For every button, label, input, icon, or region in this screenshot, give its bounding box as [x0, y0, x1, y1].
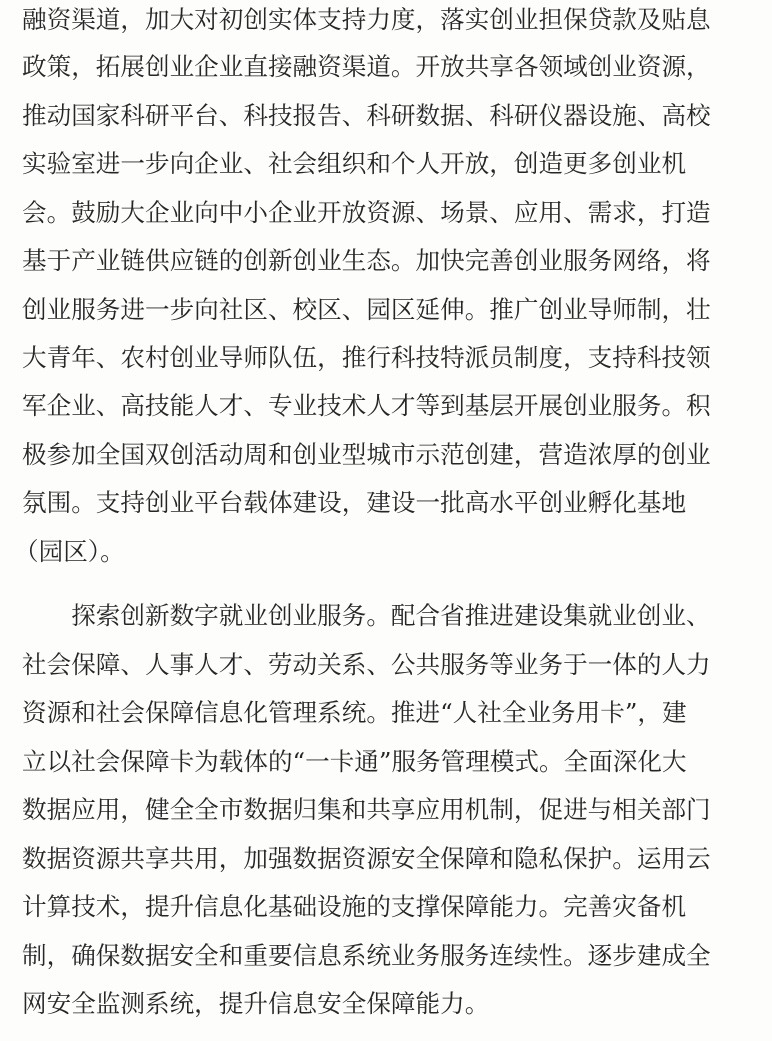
- text-line: （园区）。: [14, 537, 125, 566]
- text-line: 数据资源共享共用，加强数据资源安全保障和隐私保护。运用云: [22, 844, 711, 873]
- text-line: 极参加全国双创活动周和创业型城市示范创建，营造浓厚的创业: [22, 440, 711, 469]
- text-line: 政策，拓展创业企业直接融资渠道。开放共享各领域创业资源，: [22, 52, 711, 81]
- text-line: 融资渠道，加大对初创实体支持力度，落实创业担保贷款及贴息: [22, 5, 711, 34]
- text-line: 计算技术，提升信息化基础设施的支撑保障能力。完善灾备机: [22, 892, 687, 921]
- text-line: 网安全监测系统，提升信息安全保障能力。: [22, 989, 490, 1018]
- text-line: 资源和社会保障信息化管理系统。推进“人社全业务用卡”，建: [22, 698, 687, 727]
- text-line: 制，确保数据安全和重要信息系统业务服务连续性。逐步建成全: [22, 941, 711, 970]
- text-line: 军企业、高技能人才、专业技术人才等到基层开展创业服务。积: [22, 391, 711, 420]
- paragraph-heading-line: 探索创新数字就业创业服务。配合省推进建设集就业创业、: [22, 601, 711, 630]
- text-line: 大青年、农村创业导师队伍，推行科技特派员制度，支持科技领: [22, 343, 711, 372]
- text-line: 基于产业链供应链的创新创业生态。加快完善创业服务网络，将: [22, 246, 711, 275]
- text-line: 社会保障、人事人才、劳动关系、公共服务等业务于一体的人力: [22, 650, 711, 679]
- text-line: 氛围。支持创业平台载体建设，建设一批高水平创业孵化基地: [22, 488, 687, 517]
- text-line: 实验室进一步向企业、社会组织和个人开放，创造更多创业机: [22, 149, 687, 178]
- text-line: 推动国家科研平台、科技报告、科研数据、科研仪器设施、高校: [22, 101, 711, 130]
- text-line: 会。鼓励大企业向中小企业开放资源、场景、应用、需求，打造: [22, 198, 711, 227]
- text-line: 立以社会保障卡为载体的“一卡通”服务管理模式。全面深化大: [22, 747, 687, 776]
- text-line: 创业服务进一步向社区、校区、园区延伸。推广创业导师制，壮: [22, 295, 711, 324]
- text-line: 数据应用，健全全市数据归集和共享应用机制，促进与相关部门: [22, 795, 711, 824]
